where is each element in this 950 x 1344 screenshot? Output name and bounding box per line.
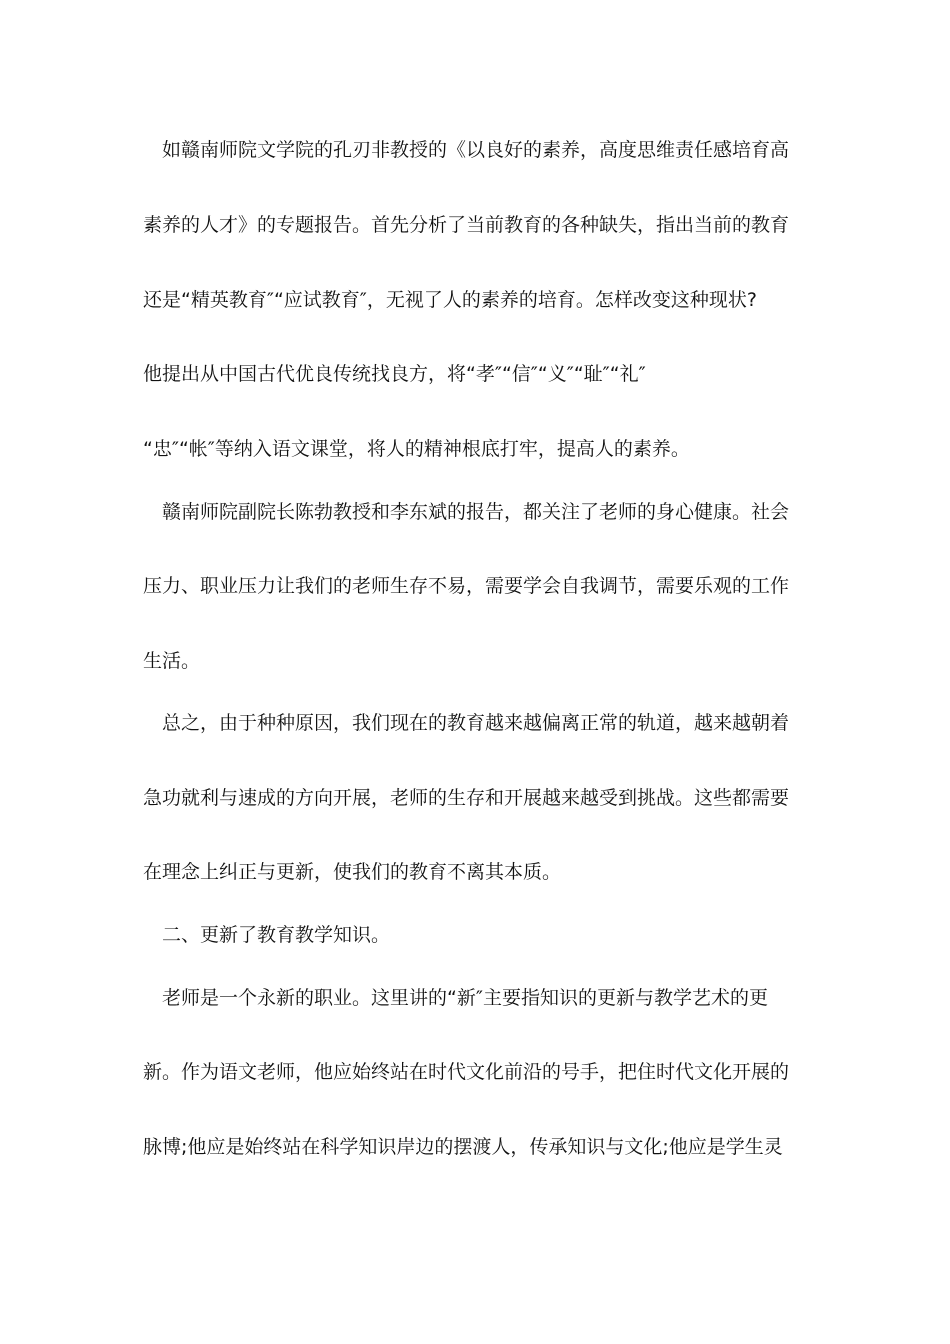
- text-line: 老师是一个永新的职业。这里讲的“新″主要指知识的更新与教学艺术的更: [143, 987, 768, 1009]
- text-line: 急功就利与速成的方向开展，老师的生存和开展越来越受到挑战。这些都需要: [143, 787, 790, 809]
- text-line: 新。作为语文老师，他应始终站在时代文化前沿的号手，把住时代文化开展的: [143, 1061, 790, 1083]
- text-line: 在理念上纠正与更新，使我们的教育不离其本质。: [143, 861, 562, 883]
- text-line: 压力、职业压力让我们的老师生存不易，需要学会自我调节，需要乐观的工作: [143, 575, 790, 597]
- text-line: 还是“精英教育″“应试教育″，无视了人的素养的培育。怎样改变这种现状?: [143, 289, 757, 311]
- text-line: 素养的人才》的专题报告。首先分析了当前教育的各种缺失，指出当前的教育: [143, 214, 790, 236]
- text-line: 他提出从中国古代优良传统找良方，将“孝″“信″“义″“耻″“礼″: [143, 363, 646, 385]
- text-line: 总之，由于种种原因，我们现在的教育越来越偏离正常的轨道，越来越朝着: [143, 712, 790, 734]
- text-line: 脉博;他应是始终站在科学知识岸边的摆渡人，传承知识与文化;他应是学生灵: [143, 1136, 783, 1158]
- text-line: 如赣南师院文学院的孔刃非教授的《以良好的素养，高度思维责任感培育高: [143, 139, 790, 161]
- section-heading: 二、更新了教育教学知识。: [143, 924, 391, 946]
- text-line: 赣南师院副院长陈勃教授和李东斌的报告，都关注了老师的身心健康。社会: [143, 501, 790, 523]
- text-line: 生活。: [143, 650, 201, 672]
- text-line: “忠″“帐″等纳入语文课堂，将人的精神根底打牢，提高人的素养。: [143, 438, 690, 460]
